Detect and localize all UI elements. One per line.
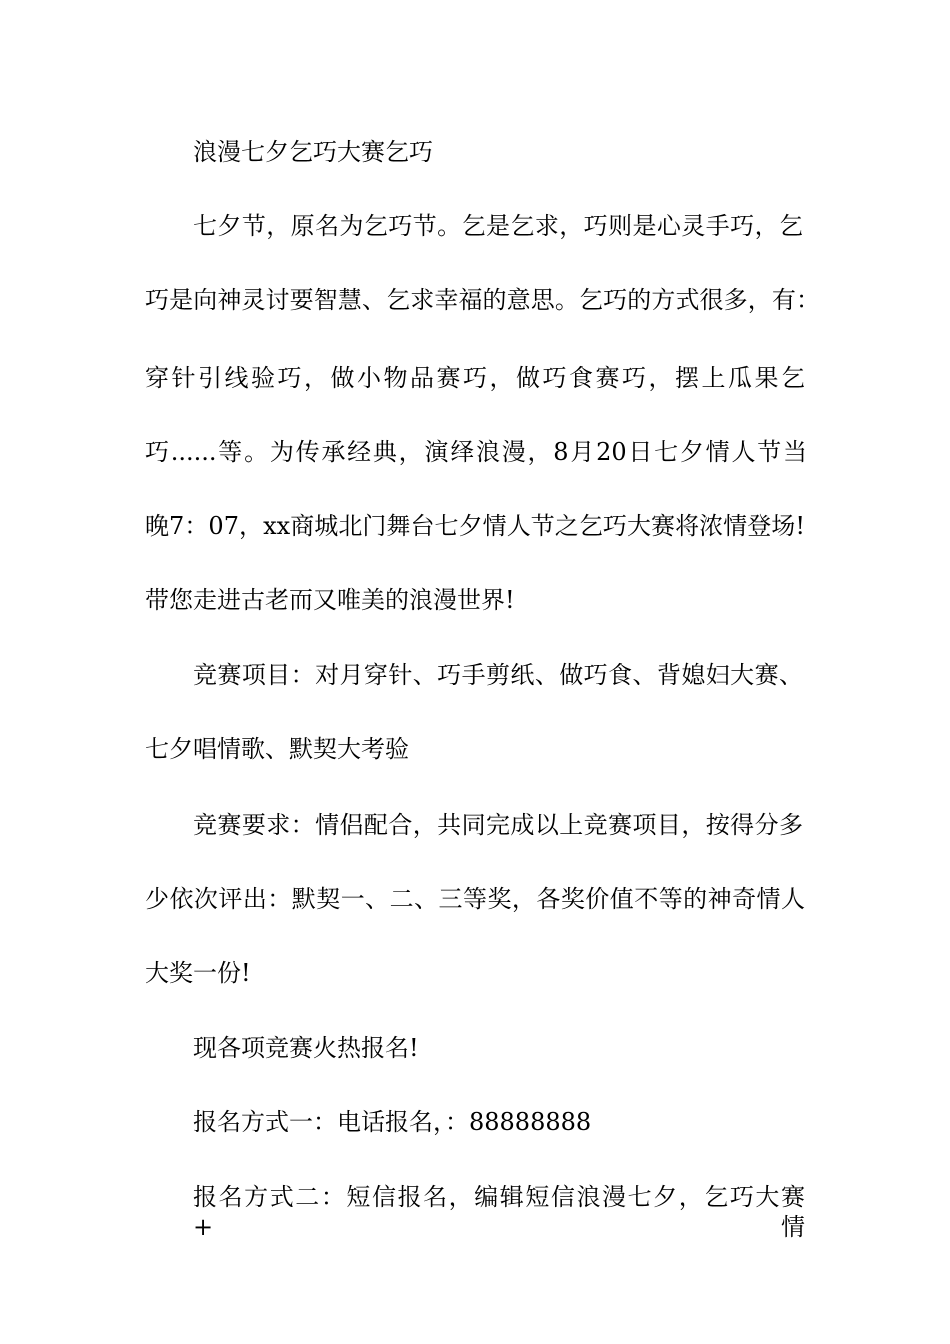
document-title: 浪漫七夕乞巧大赛乞巧 [193,138,433,166]
paragraph-line: 报名方式一：电话报名，：88888888 [193,1108,592,1136]
paragraph-line: 巧......等。为传承经典，演绎浪漫，8月20日七夕情人节当 [145,438,807,466]
paragraph-line: 竞赛要求：情侣配合，共同完成以上竞赛项目，按得分多 [193,811,803,839]
paragraph-line: 晚7：07，xx商城北门舞台七夕情人节之乞巧大赛将浓情登场! [145,512,805,540]
paragraph-line: 报名方式二：短信报名，编辑短信浪漫七夕，乞巧大赛+情 [193,1183,805,1241]
paragraph-line: 巧是向神灵讨要智慧、乞求幸福的意思。乞巧的方式很多，有： [145,286,820,314]
paragraph-line: 少依次评出：默契一、二、三等奖，各奖价值不等的神奇情人 [145,885,805,913]
paragraph-line: 穿针引线验巧，做小物品赛巧，做巧食赛巧，摆上瓜果乞 [145,364,805,392]
paragraph-line: 七夕节，原名为乞巧节。乞是乞求，巧则是心灵手巧，乞 [193,212,803,240]
paragraph-line: 现各项竞赛火热报名! [193,1034,419,1062]
paragraph-line: 七夕唱情歌、默契大考验 [145,735,409,763]
paragraph-line: 大奖一份! [145,959,251,987]
paragraph-line: 带您走进古老而又唯美的浪漫世界! [145,586,515,614]
paragraph-line: 竞赛项目：对月穿针、巧手剪纸、做巧食、背媳妇大赛、 [193,661,803,689]
